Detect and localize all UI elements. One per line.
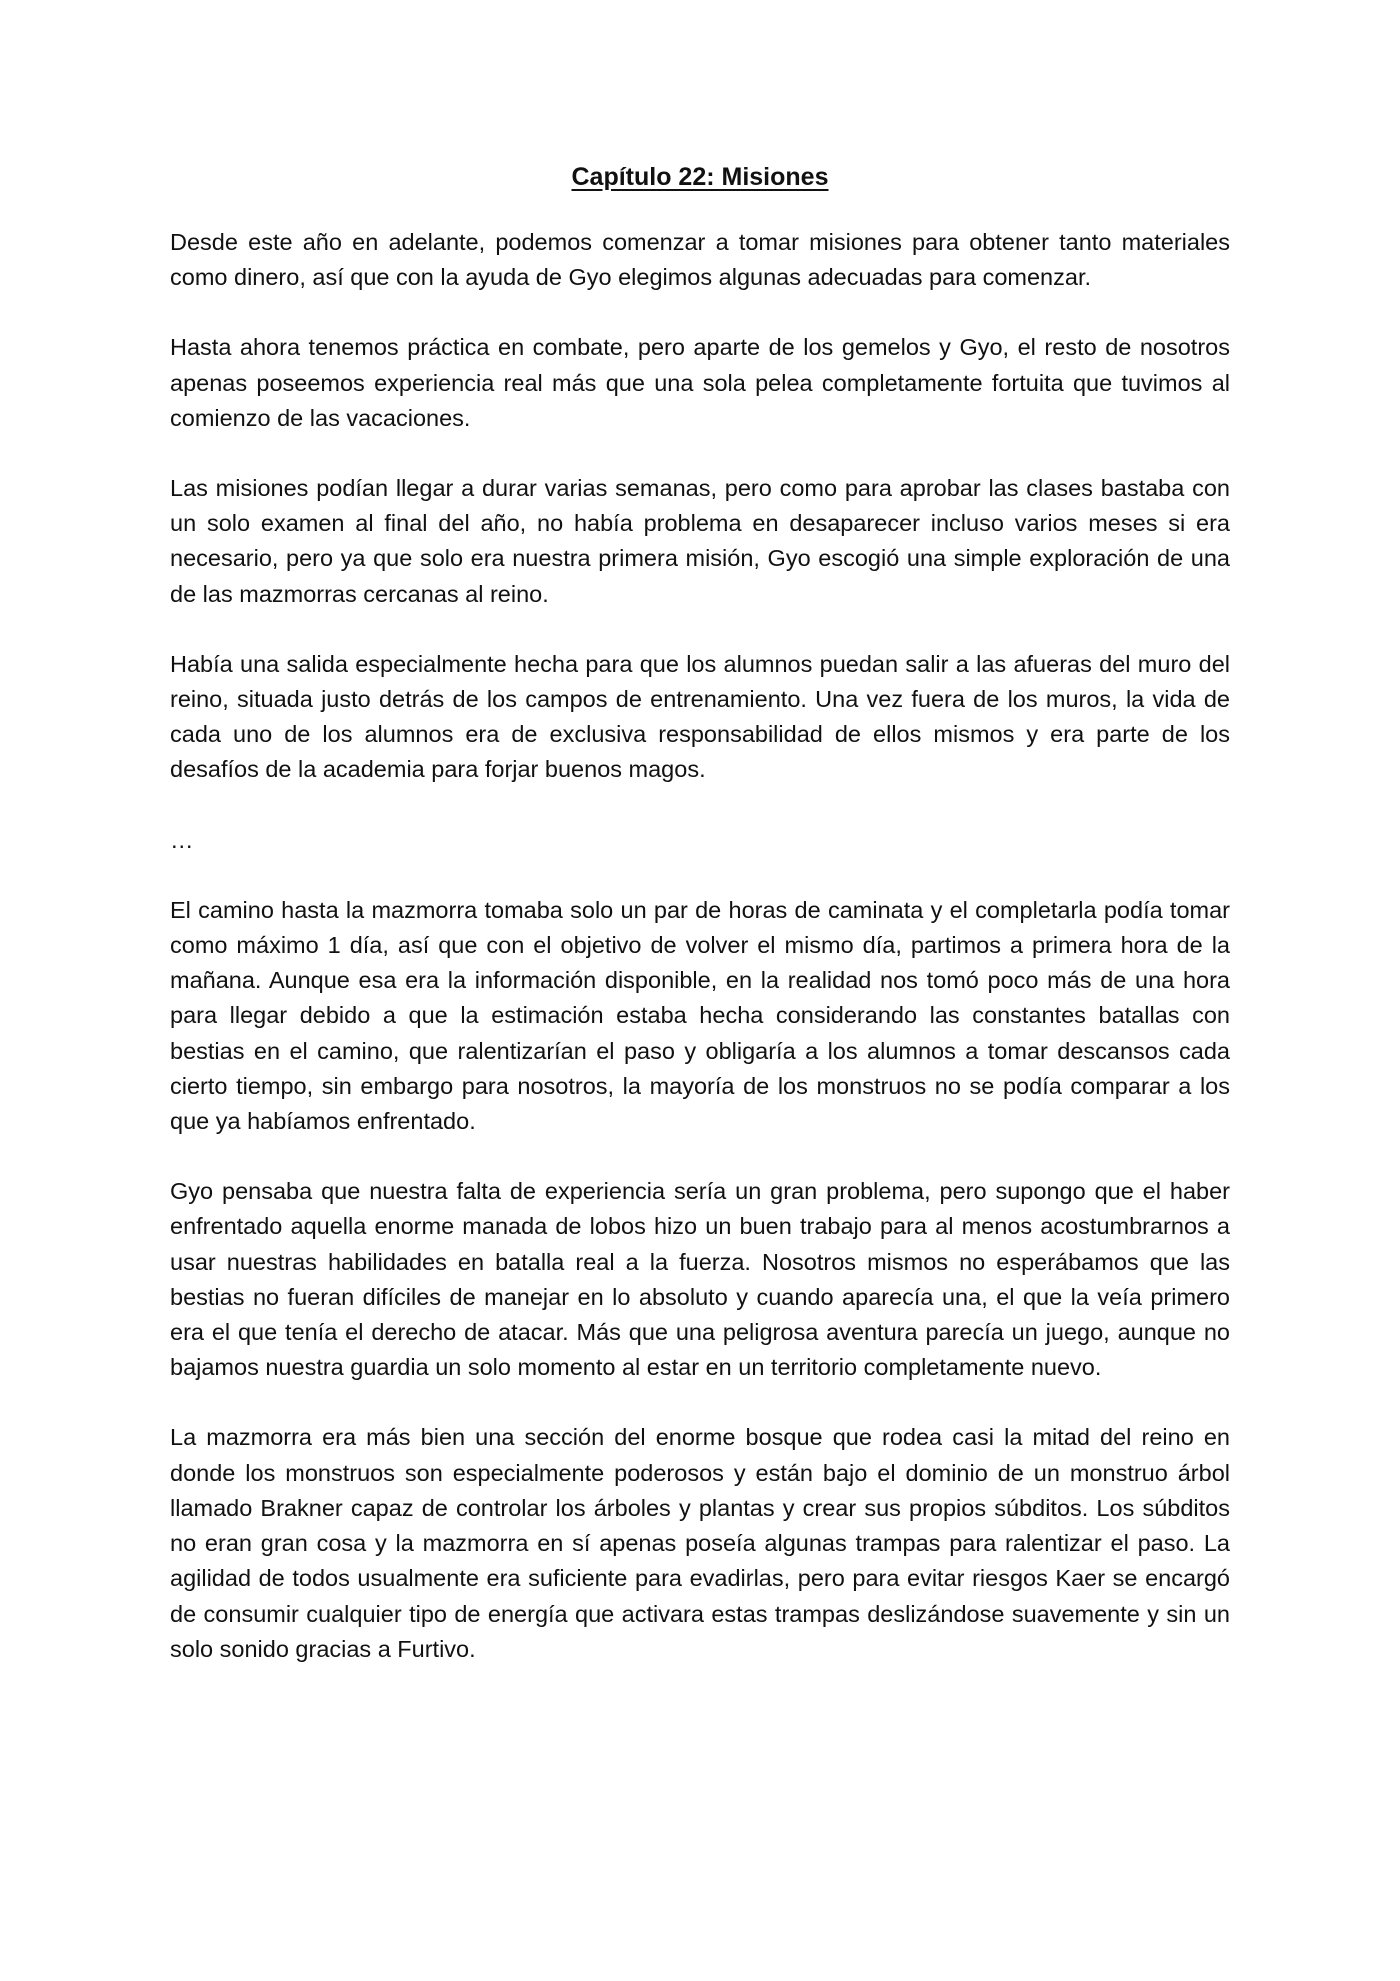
paragraph: Gyo pensaba que nuestra falta de experiencia sería un gran problema, pero supongo que el haber enfrentado aquella enorme manada de lobos hizo un buen trabajo para al menos acostumbrarnos a usar nuestras habilidades en batalla real a la fuerza. Nosotros mismos no esperábamos que las bestias no fueran difíciles de manejar en lo absoluto y cuando aparecía una, el que la veía primero era el que tenía el derecho de atacar. Más que una peligrosa aventura parecía un juego, aunque no bajamos nuestra guardia un solo momento al estar en un territorio completamente nuevo.	[170, 1178, 1230, 1381]
paragraph: Hasta ahora tenemos práctica en combate, pero aparte de los gemelos y Gyo, el resto de nosotros apenas poseemos experiencia real más que una sola pelea completamente fortuita que tuvimos al comienzo de las vacaciones.	[170, 334, 1230, 431]
paragraph: La mazmorra era más bien una sección del enorme bosque que rodea casi la mitad del reino en donde los monstruos son especialmente poderosos y están bajo el dominio de un monstruo árbol llamado Brakner capaz de controlar los árboles y plantas y crear sus propios súbditos. Los súbditos no eran gran cosa y la mazmorra en sí apenas poseía algunas trampas para ralentizar el paso. La agilidad de todos usualmente era suficiente para evadirlas, pero para evitar riesgos Kaer se encargó de consumir cualquier tipo de energía que activara estas trampas deslizándose suavemente y sin un solo sonido gracias a Furtivo.	[170, 1424, 1230, 1662]
scene-break: …	[170, 826, 194, 853]
paragraph: El camino hasta la mazmorra tomaba solo un par de horas de caminata y el completarla podía tomar como máximo 1 día, así que con el objetivo de volver el mismo día, partimos a primera hora de la mañana. Aunque esa era la información disponible, en la realidad nos tomó poco más de una hora para llegar debido a que la estimación estaba hecha considerando las constantes batallas con bestias en el camino, que ralentizarían el paso y obligaría a los alumnos a tomar descansos cada cierto tiempo, sin embargo para nosotros, la mayoría de los monstruos no se podía comparar a los que ya habíamos enfrentado.	[170, 896, 1230, 1135]
document-page	[170, 160, 1230, 1702]
paragraph: Las misiones podían llegar a durar varias semanas, pero como para aprobar las clases bastaba con un solo examen al final del año, no había problema en desaparecer incluso varios meses si era necesario, pero ya que solo era nuestra primera misión, Gyo escogió una simple exploración de una de las mazmorras cercanas al reino.	[170, 475, 1230, 607]
paragraph: Desde este año en adelante, podemos comenzar a tomar misiones para obtener tanto materiales como dinero, así que con la ayuda de Gyo elegimos algunas adecuadas para comenzar.	[170, 229, 1230, 291]
paragraph: Había una salida especialmente hecha para que los alumnos puedan salir a las afueras del muro del reino, situada justo detrás de los campos de entrenamiento. Una vez fuera de los muros, la vida de cada uno de los alumnos era de exclusiva responsabilidad de ellos mismos y era parte de los desafíos de la academia para forjar buenos magos.	[170, 650, 1230, 783]
chapter-title: Capítulo 22: Misiones	[571, 163, 829, 191]
